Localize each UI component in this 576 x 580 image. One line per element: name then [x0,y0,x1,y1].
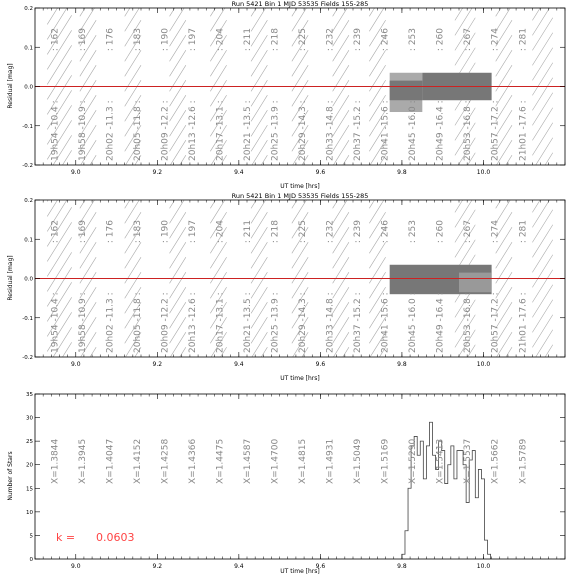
time-label: 20h21 -13.5 : [243,100,254,161]
time-label: 20h13 -12.6 : [188,292,199,353]
x-tick-label: 9.4 [234,169,244,176]
y-tick-label: 25 [26,439,33,446]
hatch-line [532,345,552,378]
hatch-line [496,242,512,268]
hatch-line [532,0,552,20]
y-tick-label: 0.0 [24,276,33,283]
time-label: 20h57 -17.2 : [490,292,501,353]
airmass-label: X=1.5537 [463,438,474,484]
airmass-label: X=1.5413 [435,438,446,484]
time-label: 20h13 -12.6 : [188,100,199,161]
time-label: 20h45 -16.0 : [408,292,419,353]
airmass-label: X=1.4047 [105,438,116,484]
time-label: 20h33 -14.8 : [325,100,336,161]
hatch-line [80,182,96,208]
time-label: 20h33 -14.8 : [325,292,336,353]
hatch-line [170,140,186,166]
time-label: 20h25 -13.9 : [270,292,281,353]
hatch-line [455,0,475,20]
hatch-line [80,5,96,31]
time-label: 19h58 -10.9 : [77,100,88,161]
field-number-label: : 176 [105,28,116,52]
field-number-label: : 169 [77,28,88,52]
airmass-label: X=1.3945 [77,438,88,484]
y-tick-label: 0.1 [24,237,33,244]
hatch-line [496,5,512,31]
field-number-label: : 183 [132,28,143,52]
hatch-line [251,197,267,223]
field-number-label: : 274 [490,28,501,52]
hatch-line [170,155,186,181]
time-label: 20h41 -15.6 : [380,100,391,161]
residual-panel-middle [7,162,565,382]
hatch-line [210,50,226,76]
field-number-label: : 239 [353,220,364,244]
time-label: 20h49 -16.4 : [435,100,446,161]
hatch-line [251,35,267,61]
y-tick-label: -0.1 [22,123,33,130]
hatch-line [369,182,385,208]
hatch-line [170,257,186,283]
hatch-line [333,50,349,76]
hatch-line [170,302,186,328]
hatch-line [532,33,552,66]
hatch-line [369,242,385,268]
field-number-label: : 190 [160,28,171,52]
hatch-line [170,182,186,208]
time-label: 19h54 -10.4 : [50,292,61,353]
hatch-line [532,63,552,96]
field-number-label: : 211 [243,219,254,244]
hatch-line [170,5,186,31]
hatch-line [532,153,552,186]
hatch-line [532,225,552,258]
hatch-line [170,65,186,91]
hatch-line [170,287,186,313]
residual-box [390,81,423,101]
time-label: 20h05 -11.8 : [132,100,143,161]
field-number-label: : 260 [435,28,446,52]
y-tick-label: 20 [26,462,33,469]
x-tick-label: 9.4 [234,361,244,368]
time-label: 21h01 -17.6 : [518,100,529,161]
hatch-line [251,257,267,283]
hatch-line [251,317,267,343]
hatch-line [210,257,226,283]
field-number-label: : 197 [188,28,199,52]
hatch-line [251,347,267,373]
airmass-label: X=1.5662 [490,438,501,484]
hatch-line [170,347,186,373]
airmass-label: X=1.4700 [270,438,281,484]
y-tick-label: 15 [26,486,33,493]
hatch-line [532,93,552,126]
field-number-label: : 162 [50,28,61,52]
hatch-line [532,180,552,213]
hatch-line [455,180,475,213]
hatch-line [210,182,226,208]
hatch-line [532,255,552,288]
hatch-line [170,332,186,358]
y-tick-label: 5 [29,533,33,540]
airmass-label: X=1.5169 [380,438,391,484]
hatch-line [532,270,552,303]
y-tick-label: -0.2 [22,355,33,361]
hatch-line [292,65,308,91]
field-number-label: : 197 [188,220,199,244]
time-label: 20h17 -13.1 : [215,100,226,161]
hatch-line [80,50,96,76]
x-tick-label: 9.8 [397,361,407,368]
time-label: 20h29 -14.3 : [298,100,309,161]
airmass-label: X=1.4152 [132,438,143,484]
hatch-line [251,125,267,151]
hatch-line [251,140,267,166]
x-tick-label: 9.2 [152,361,163,368]
hatch-line [125,242,141,268]
time-label: 20h29 -14.3 : [298,292,309,353]
box-layer [390,265,492,294]
hatch-line [125,65,141,91]
hatch-line [251,65,267,91]
x-tick-label: 10.0 [476,169,491,176]
airmass-label: X=1.4366 [188,438,199,484]
field-number-label: : 176 [105,220,116,244]
hatch-line [170,95,186,121]
airmass-label: X=1.5049 [353,438,364,484]
time-label: 19h54 -10.4 : [50,100,61,161]
field-number-label: : 260 [435,220,446,244]
x-tick-label: 9.4 [234,563,244,570]
hatch-line [210,65,226,91]
hatch-line [292,197,308,223]
field-number-label: : 225 [298,220,309,244]
field-number-label: : 246 [380,220,391,244]
hatch-line [251,80,267,106]
y-tick-label: -0.1 [22,315,33,322]
x-tick-label: 9.0 [70,169,81,176]
y-axis-label: Number of Stars [7,451,14,501]
hatch-line [496,257,512,283]
time-label: 20h09 -12.2 : [160,100,171,161]
hatch-line [80,242,96,268]
field-number-label: : 169 [77,220,88,244]
field-number-label: : 225 [298,28,309,52]
y-axis-label: Residual [mag] [7,63,14,109]
hatch-line [532,240,552,273]
field-number-label: : 218 [270,220,281,244]
x-tick-label: 10.0 [476,361,491,368]
x-tick-label: 9.6 [315,169,326,176]
hatch-line [532,18,552,51]
field-number-label: : 183 [132,220,143,244]
x-tick-label: 10.0 [476,563,491,570]
hatch-line [532,48,552,81]
field-number-label: : 232 [325,220,336,244]
hatch-line [532,123,552,156]
hatch-line [496,50,512,76]
x-tick-label: 9.8 [397,169,407,176]
hatch-line [170,80,186,106]
airmass-label: X=1.5290 [408,438,419,484]
x-tick-label: 9.2 [152,563,163,570]
hatch-line [251,155,267,181]
y-tick-label: 10 [26,509,33,516]
field-number-label: : 267 [463,28,474,52]
x-tick-label: 9.2 [152,169,163,176]
airmass-label: X=1.5789 [518,438,529,484]
hatch-line [532,78,552,111]
hatch-line [251,302,267,328]
time-label: 20h09 -12.2 : [160,292,171,353]
time-label: 20h41 -15.6 : [380,292,391,353]
time-label: 20h53 -16.8 : [463,100,474,161]
histogram-panel [7,392,565,575]
field-number-label: : 162 [50,220,61,244]
field-number-label: : 274 [490,220,501,244]
hatch-line [292,50,308,76]
airmass-label: X=1.3844 [50,438,61,484]
hatch-line [532,210,552,243]
residual-box [459,273,492,293]
hatch-line [532,138,552,171]
field-number-label: : 253 [408,28,419,52]
field-number-label: : 204 [215,220,226,244]
hatch-line [47,252,71,291]
y-tick-label: 35 [26,392,33,398]
x-axis-label: UT time [hrs] [280,568,320,575]
hatch-line [292,5,308,31]
hatch-line [47,162,71,201]
hatch-line [292,242,308,268]
hatch-line [170,110,186,136]
time-label: 20h25 -13.9 : [270,100,281,161]
hatch-line [251,110,267,136]
airmass-label: X=1.4258 [160,438,171,484]
field-number-label: : 281 [518,220,529,244]
hatch-line [170,125,186,151]
hatch-line [532,108,552,141]
time-label: 20h37 -15.2 : [353,100,364,161]
y-tick-label: 0.2 [24,6,33,12]
time-label: 21h01 -17.6 : [518,292,529,353]
hatch-line [251,50,267,76]
field-number-label: : 211 [243,27,254,52]
hatch-line [369,257,385,283]
hatch-line [251,287,267,313]
hatch-line [210,197,226,223]
hatch-line [333,257,349,283]
time-label: 20h05 -11.8 : [132,292,143,353]
field-number-label: : 232 [325,28,336,52]
extinction-label: k = [56,531,76,544]
field-number-label: : 253 [408,220,419,244]
panel-title: Run 5421 Bin 1 MJD 53535 Fields 155-285 [231,192,369,200]
hatch-line [170,35,186,61]
airmass-label: X=1.4475 [215,438,226,484]
hatch-line [532,285,552,318]
hatch-line [532,300,552,333]
x-tick-label: 9.0 [70,361,81,368]
hatch-line [292,257,308,283]
field-number-label: : 204 [215,28,226,52]
hatch-line [170,227,186,253]
hatch-line [251,227,267,253]
airmass-label: X=1.4587 [243,438,254,484]
hatch-line [80,257,96,283]
hatch-line [532,330,552,363]
hatch-line [333,242,349,268]
time-label: 20h49 -16.4 : [435,292,446,353]
time-label: 20h37 -15.2 : [353,292,364,353]
residual-panel-top [7,0,565,190]
hatch-line [125,182,141,208]
airmass-label: X=1.4931 [325,438,336,484]
x-axis-label: UT time [hrs] [280,183,320,190]
x-tick-label: 9.6 [315,361,326,368]
field-number-label: : 239 [353,28,364,52]
hatch-line [251,332,267,358]
hatch-line [170,212,186,238]
y-tick-label: 0.1 [24,45,33,52]
time-label: 20h57 -17.2 : [490,100,501,161]
y-tick-label: 30 [26,415,33,422]
hatch-line [170,197,186,223]
x-tick-label: 9.0 [70,563,81,570]
time-label: 20h21 -13.5 : [243,292,254,353]
hatch-line [170,50,186,76]
hatch-line [125,257,141,283]
time-label: 19h58 -10.9 : [77,292,88,353]
hatch-line [333,5,349,31]
field-number-label: : 246 [380,28,391,52]
field-number-label: : 281 [518,28,529,52]
extinction-value: 0.0603 [96,531,135,544]
hatch-line [47,60,71,99]
hatch-line [251,95,267,121]
hatch-line [170,242,186,268]
hatch-line [369,50,385,76]
y-tick-label: 0.2 [24,198,33,204]
time-label: 20h02 -11.3 : [105,292,116,353]
hatch-line [251,242,267,268]
hatch-line [333,65,349,91]
time-label: 20h45 -16.0 : [408,100,419,161]
hatch-line [210,242,226,268]
y-tick-label: 0.0 [24,84,33,91]
hatch-line [210,5,226,31]
hatch-line [251,272,267,298]
hatch-line [532,315,552,348]
hatch-line [369,65,385,91]
hatch-line [80,65,96,91]
field-number-label: : 190 [160,220,171,244]
x-axis-label: UT time [hrs] [280,375,320,382]
hatch-line [251,5,267,31]
panel-title: Run 5421 Bin 1 MJD 53535 Fields 155-285 [231,0,369,8]
hatch-line [251,20,267,46]
airmass-label: X=1.4815 [298,438,309,484]
hatch-line [170,317,186,343]
hatch-line [496,65,512,91]
hatch-line [80,197,96,223]
x-tick-label: 9.6 [315,563,326,570]
hatch-line [333,197,349,223]
hatch-line [125,50,141,76]
y-tick-label: 0 [29,557,33,563]
field-number-label: : 267 [463,220,474,244]
x-tick-label: 9.8 [397,563,407,570]
hatch-line [170,20,186,46]
y-axis-label: Residual [mag] [7,255,14,301]
y-tick-label: -0.2 [22,163,33,169]
hatch-line [47,177,71,216]
field-number-label: : 218 [270,28,281,52]
hatch-line [496,182,512,208]
hatch-line [251,212,267,238]
time-label: 20h53 -16.8 : [463,292,474,353]
hatch-line [170,272,186,298]
hatch-line [496,197,512,223]
time-label: 20h17 -13.1 : [215,292,226,353]
time-label: 20h02 -11.3 : [105,100,116,161]
